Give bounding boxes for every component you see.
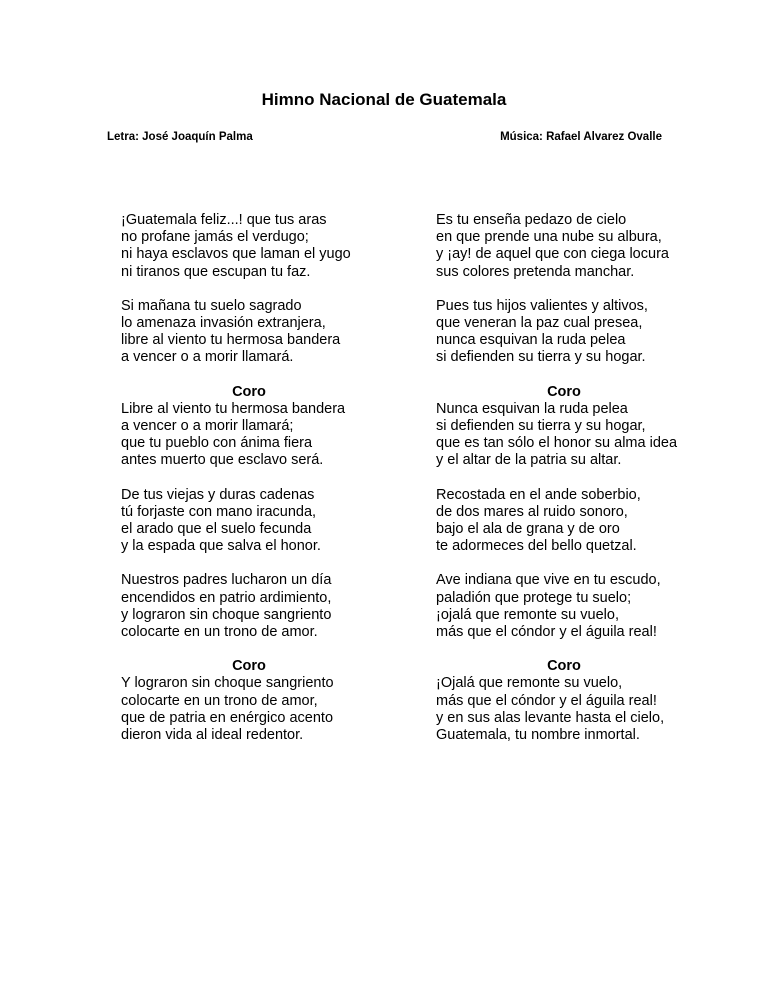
verse-line: ¡ojalá que remonte su vuelo, xyxy=(436,606,619,623)
verse-line: Nuestros padres lucharon un día xyxy=(121,572,332,589)
verse-line: encendidos en patrio ardimiento, xyxy=(121,589,332,606)
verse-line: que es tan sólo el honor su alma idea xyxy=(436,435,678,452)
verse-line: y ¡ay! de aquel que con ciega locura xyxy=(436,246,669,263)
page-title: Himno Nacional de Guatemala xyxy=(261,90,507,109)
verse-line: De tus viejas y duras cadenas xyxy=(121,486,315,503)
verse-line: y en sus alas levante hasta el cielo, xyxy=(436,709,665,726)
verse-line: Es tu enseña pedazo de cielo xyxy=(436,212,627,228)
left-column xyxy=(121,212,421,761)
verse-line: Pues tus hijos valientes y altivos, xyxy=(436,297,648,314)
stanza xyxy=(121,487,421,556)
verse-line: que tu pueblo con ánima fiera xyxy=(121,435,313,452)
verse-line: no profane jamás el verdugo; xyxy=(121,229,309,246)
lyrics-credit: Letra: José Joaquín Palma xyxy=(107,131,253,143)
stanza xyxy=(436,212,736,281)
verse-line: dieron vida al ideal redentor. xyxy=(121,727,304,744)
verse-line: más que el cóndor y el águila real! xyxy=(436,692,657,709)
verse-line: colocarte en un trono de amor, xyxy=(121,692,318,709)
stanza xyxy=(121,658,421,744)
coro-heading: Coro xyxy=(232,658,266,675)
verse-line: Libre al viento tu hermosa bandera xyxy=(121,400,346,417)
verse-line: que veneran la paz cual presea, xyxy=(436,315,643,332)
verse-line: Y lograron sin choque sangriento xyxy=(121,675,334,692)
verse-line: el arado que el suelo fecunda xyxy=(121,521,312,538)
stanza xyxy=(436,384,736,470)
verse-line: te adormeces del bello quetzal. xyxy=(436,538,637,555)
verse-line: ¡Ojalá que remonte su vuelo, xyxy=(436,675,623,692)
verse-line: en que prende una nube su albura, xyxy=(436,229,662,246)
stanza xyxy=(121,572,421,641)
stanza xyxy=(121,298,421,367)
verse-line: antes muerto que esclavo será. xyxy=(121,452,324,469)
stanza xyxy=(436,572,736,641)
verse-line: libre al viento tu hermosa bandera xyxy=(121,332,341,349)
verse-line: tú forjaste con mano iracunda, xyxy=(121,503,317,520)
stanza xyxy=(121,212,421,281)
right-column xyxy=(436,212,736,761)
verse-line: Guatemala, tu nombre inmortal. xyxy=(436,727,640,744)
stanza xyxy=(436,298,736,367)
verse-line: paladión que protege tu suelo; xyxy=(436,589,632,606)
verse-line: si defienden su tierra y su hogar. xyxy=(436,349,646,366)
verse-line: y lograron sin choque sangriento xyxy=(121,606,332,623)
verse-line: y el altar de la patria su altar. xyxy=(436,452,622,469)
verse-line: ni haya esclavos que laman el yugo xyxy=(121,246,351,263)
verse-line: nunca esquivan la ruda pelea xyxy=(436,332,626,349)
verse-line: lo amenaza invasión extranjera, xyxy=(121,315,326,332)
verse-line: bajo el ala de grana y de oro xyxy=(436,521,620,538)
music-credit: Música: Rafael Alvarez Ovalle xyxy=(500,131,662,143)
coro-heading: Coro xyxy=(547,383,581,400)
verse-line: Ave indiana que vive en tu escudo, xyxy=(436,572,661,589)
verse-line: Nunca esquivan la ruda pelea xyxy=(436,400,628,417)
verse-line: de dos mares al ruido sonoro, xyxy=(436,503,628,520)
stanza xyxy=(121,384,421,470)
verse-line: ¡Guatemala feliz...! que tus aras xyxy=(121,212,327,228)
coro-heading: Coro xyxy=(232,383,266,400)
coro-heading: Coro xyxy=(547,658,581,675)
verse-line: si defienden su tierra y su hogar, xyxy=(436,418,646,435)
verse-line: sus colores pretenda manchar. xyxy=(436,263,635,280)
verse-line: a vencer o a morir llamará. xyxy=(121,349,294,366)
verse-line: Si mañana tu suelo sagrado xyxy=(121,297,302,314)
verse-line: ni tiranos que escupan tu faz. xyxy=(121,263,311,280)
verse-line: más que el cóndor y el águila real! xyxy=(436,624,657,641)
verse-line: colocarte en un trono de amor. xyxy=(121,624,318,641)
verse-line: y la espada que salva el honor. xyxy=(121,538,321,555)
stanza xyxy=(436,487,736,556)
verse-line: Recostada en el ande soberbio, xyxy=(436,486,641,503)
verse-line: que de patria en enérgico acento xyxy=(121,709,334,726)
stanza xyxy=(436,658,736,744)
verse-line: a vencer o a morir llamará; xyxy=(121,418,294,435)
